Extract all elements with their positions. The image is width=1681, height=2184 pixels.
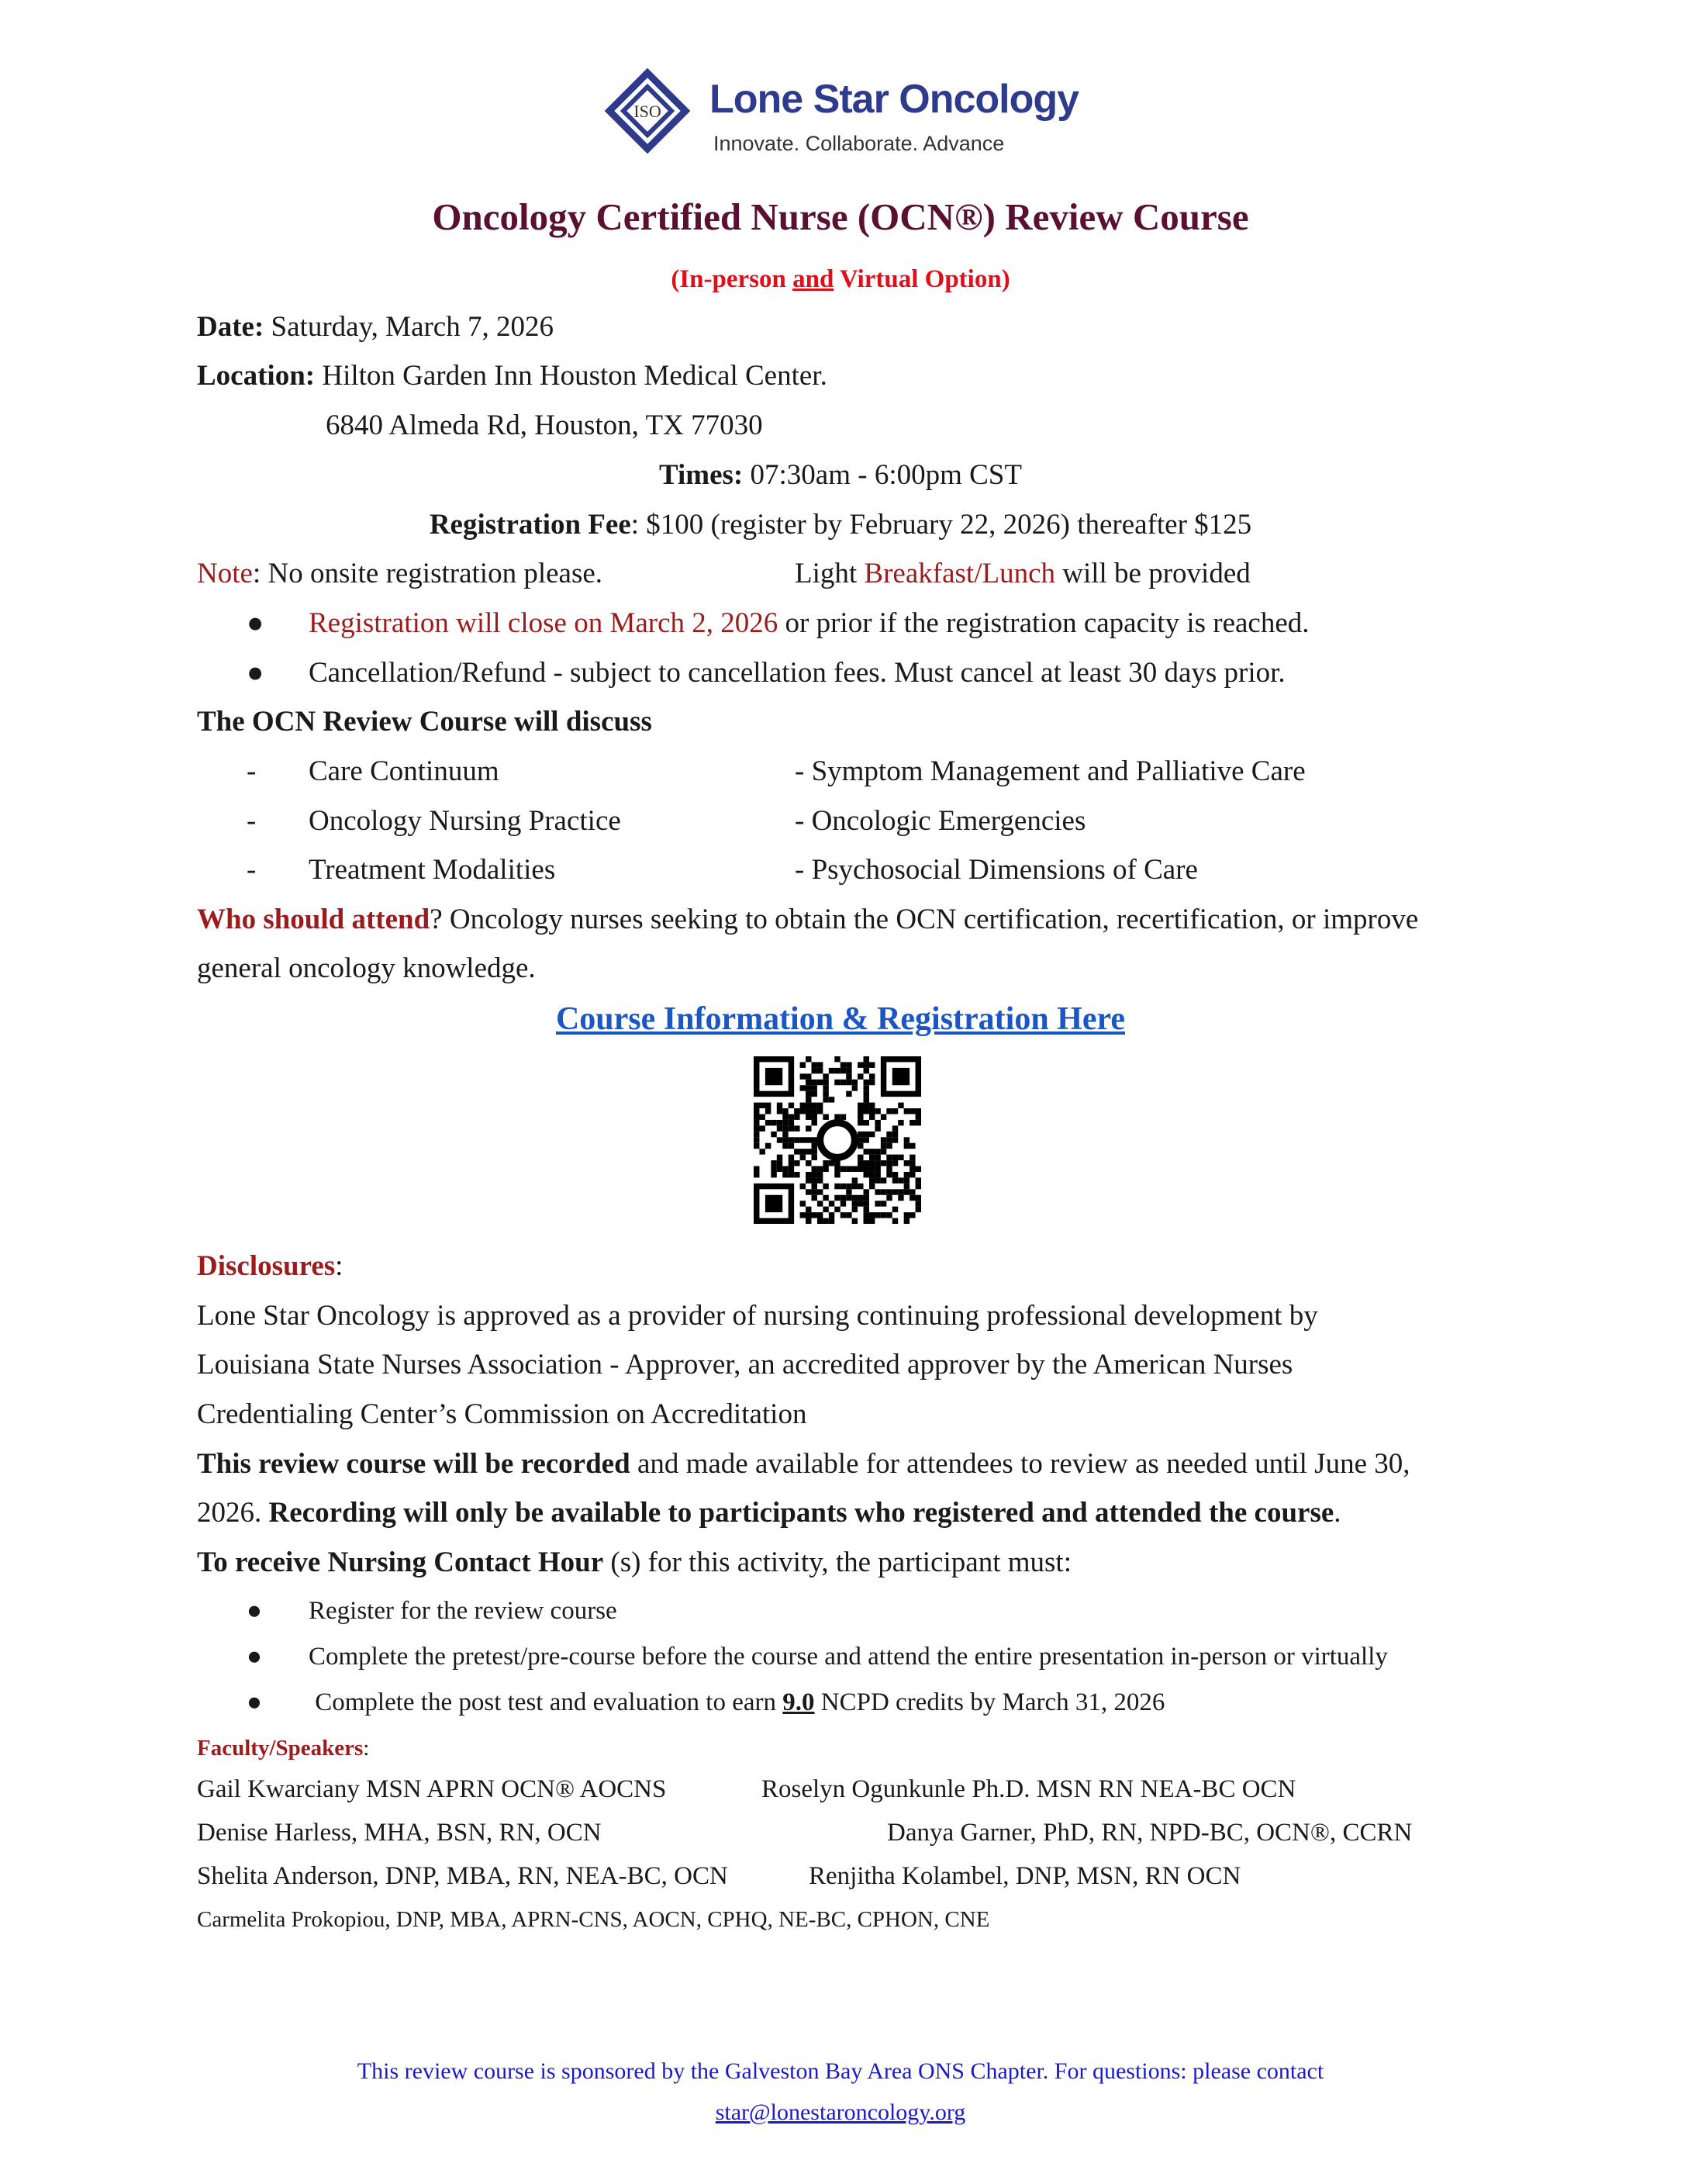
speaker: Danya Garner, PhD, RN, NPD-BC, OCN®, CCRN (887, 1819, 1413, 1847)
subtitle-pre: (In-person (671, 265, 793, 293)
logo (605, 62, 1101, 163)
date-line (197, 310, 554, 344)
meal-pre: Light (795, 558, 865, 589)
times-label: Times: (659, 459, 744, 491)
footer-email-wrap (0, 2096, 1681, 2130)
recording-line (197, 1447, 1410, 1481)
faculty-label: Faculty/Speakers (197, 1736, 364, 1761)
requirement-text: Register for the review course (309, 1597, 617, 1625)
topic-right: - Oncologic Emergencies (795, 805, 1086, 837)
bullet-text: or prior if the registration capacity is reached. (778, 607, 1310, 639)
who-text: ? Oncology nurses seeking to obtain the OCN certification, recertification, or improve (430, 904, 1419, 935)
recording-line2: 2026. Recording will only be available to participants who registered and attended the course. (197, 1497, 1341, 1529)
disclosure-text: Louisiana State Nurses Association - Approver, an accredited approver by the American Nurses (197, 1349, 1293, 1381)
note-line (197, 557, 602, 591)
registration-link-wrap (0, 1002, 1681, 1038)
bullet-highlight: Registration will close on March 2, 2026 (309, 607, 778, 639)
speaker: Renjitha Kolambel, DNP, MSN, RN OCN (809, 1862, 1241, 1890)
footer-email-link[interactable]: star@lonestaroncology.org (715, 2099, 966, 2125)
topic-text: Care Continuum (309, 755, 499, 787)
disclosures-heading: Disclosures: (197, 1250, 343, 1282)
bullet-icon: ● (247, 607, 264, 639)
meal-highlight: Breakfast/Lunch (864, 558, 1055, 589)
times-line (0, 458, 1681, 492)
bullet-icon: ● (247, 657, 264, 689)
meal-note (795, 557, 1251, 591)
page-title: Oncology Certified Nurse (OCN®) Review Course (432, 195, 1249, 238)
footer-text: This review course is sponsored by the Galveston Bay Area ONS Chapter. For questions: please contact (357, 2058, 1324, 2084)
registration-link[interactable]: Course Information & Registration Here (555, 1001, 1126, 1037)
topics-heading: The OCN Review Course will discuss (197, 706, 652, 738)
disclosure-text: Credentialing Center’s Commission on Accreditation (197, 1398, 807, 1430)
note-label: Note (197, 558, 253, 589)
recording-text: and made available for attendees to review as needed until June 30, (630, 1448, 1410, 1480)
requirement-item: ● Complete the post test and evaluation to earn 9.0 NCPD credits by March 31, 2026 (247, 1688, 1165, 1716)
who-label: Who should attend (197, 904, 430, 935)
fee-line (0, 508, 1681, 542)
speaker: Roselyn Ogunkunle Ph.D. MSN RN NEA-BC OCN (761, 1775, 1296, 1803)
meal-post: will be provided (1055, 558, 1251, 589)
times-value: 07:30am - 6:00pm CST (743, 459, 1022, 491)
date-label: Date: (197, 311, 264, 343)
bullet-text: Cancellation/Refund - subject to cancellation fees. Must cancel at least 30 days prior. (309, 657, 1286, 689)
contact-hour-line (197, 1546, 1072, 1580)
subtitle (0, 262, 1681, 296)
speaker: Gail Kwarciany MSN APRN OCN® AOCNS (197, 1775, 667, 1803)
recording-bold: This review course will be recorded (197, 1448, 630, 1480)
bullet-registration-close (247, 606, 1310, 641)
requirement-text: Complete the pretest/pre-course before the course and attend the entire presentation in-person or virtually (309, 1643, 1388, 1671)
speaker: Denise Harless, MHA, BSN, RN, OCN (197, 1819, 602, 1847)
requirement-text: Complete the post test and evaluation to earn (309, 1688, 783, 1716)
who-line2: general oncology knowledge. (197, 952, 536, 984)
recording-bold2: Recording will only be available to participants who registered and attended the course (268, 1497, 1334, 1529)
fee-label: Registration Fee (429, 509, 631, 541)
speaker: Carmelita Prokopiou, DNP, MBA, APRN-CNS, AOCN, CPHQ, NE-BC, CPHON, CNE (197, 1907, 990, 1932)
location-address: 6840 Almeda Rd, Houston, TX 77030 (326, 410, 763, 441)
disclosures-label: Disclosures (197, 1250, 336, 1282)
topic-text: Treatment Modalities (309, 854, 556, 886)
topic-right: - Psychosocial Dimensions of Care (795, 854, 1198, 886)
svg-text:ISO: ISO (633, 102, 661, 121)
topic-left: - Care Continuum (247, 755, 499, 787)
who-line (197, 903, 1418, 937)
bullet-cancellation (247, 656, 1286, 690)
faculty-heading: Faculty/Speakers: (197, 1736, 370, 1761)
date-value: Saturday, March 7, 2026 (264, 311, 554, 343)
location-line (197, 359, 827, 393)
speaker: Shelita Anderson, DNP, MBA, RN, NEA-BC, OCN (197, 1862, 728, 1890)
logo-tagline: Innovate. Collaborate. Advance (713, 132, 1005, 155)
logo-diamond-icon (605, 68, 690, 154)
topic-left: - Oncology Nursing Practice (247, 805, 621, 837)
disclosure-text: Lone Star Oncology is approved as a provider of nursing continuing professional development by (197, 1300, 1318, 1332)
topic-text: Oncology Nursing Practice (309, 805, 621, 837)
topic-right: - Symptom Management and Palliative Care (795, 755, 1306, 787)
requirement-item: ● Complete the pretest/pre-course before the course and attend the entire presentation in-person or virtually (247, 1643, 1388, 1671)
subtitle-and: and (792, 265, 834, 293)
note-value: : No onsite registration please. (252, 558, 603, 589)
requirement-item: ● Register for the review course (247, 1597, 617, 1625)
location-label: Location: (197, 360, 316, 392)
recording-year: 2026. (197, 1497, 269, 1529)
subtitle-post: Virtual Option) (834, 265, 1010, 293)
registration-qr-code[interactable] (754, 1056, 921, 1224)
logo-name: Lone Star Oncology (709, 77, 1079, 122)
requirement-text: NCPD credits by March 31, 2026 (814, 1688, 1165, 1716)
topic-left: - Treatment Modalities (247, 854, 556, 886)
contact-bold: To receive Nursing Contact Hour (197, 1546, 604, 1578)
fee-value: : $100 (register by February 22, 2026) thereafter $125 (630, 509, 1252, 541)
location-value: Hilton Garden Inn Houston Medical Center. (315, 360, 827, 392)
contact-text: (s) for this activity, the participant must: (603, 1546, 1072, 1578)
ncpd-credits: 9.0 (782, 1688, 815, 1716)
